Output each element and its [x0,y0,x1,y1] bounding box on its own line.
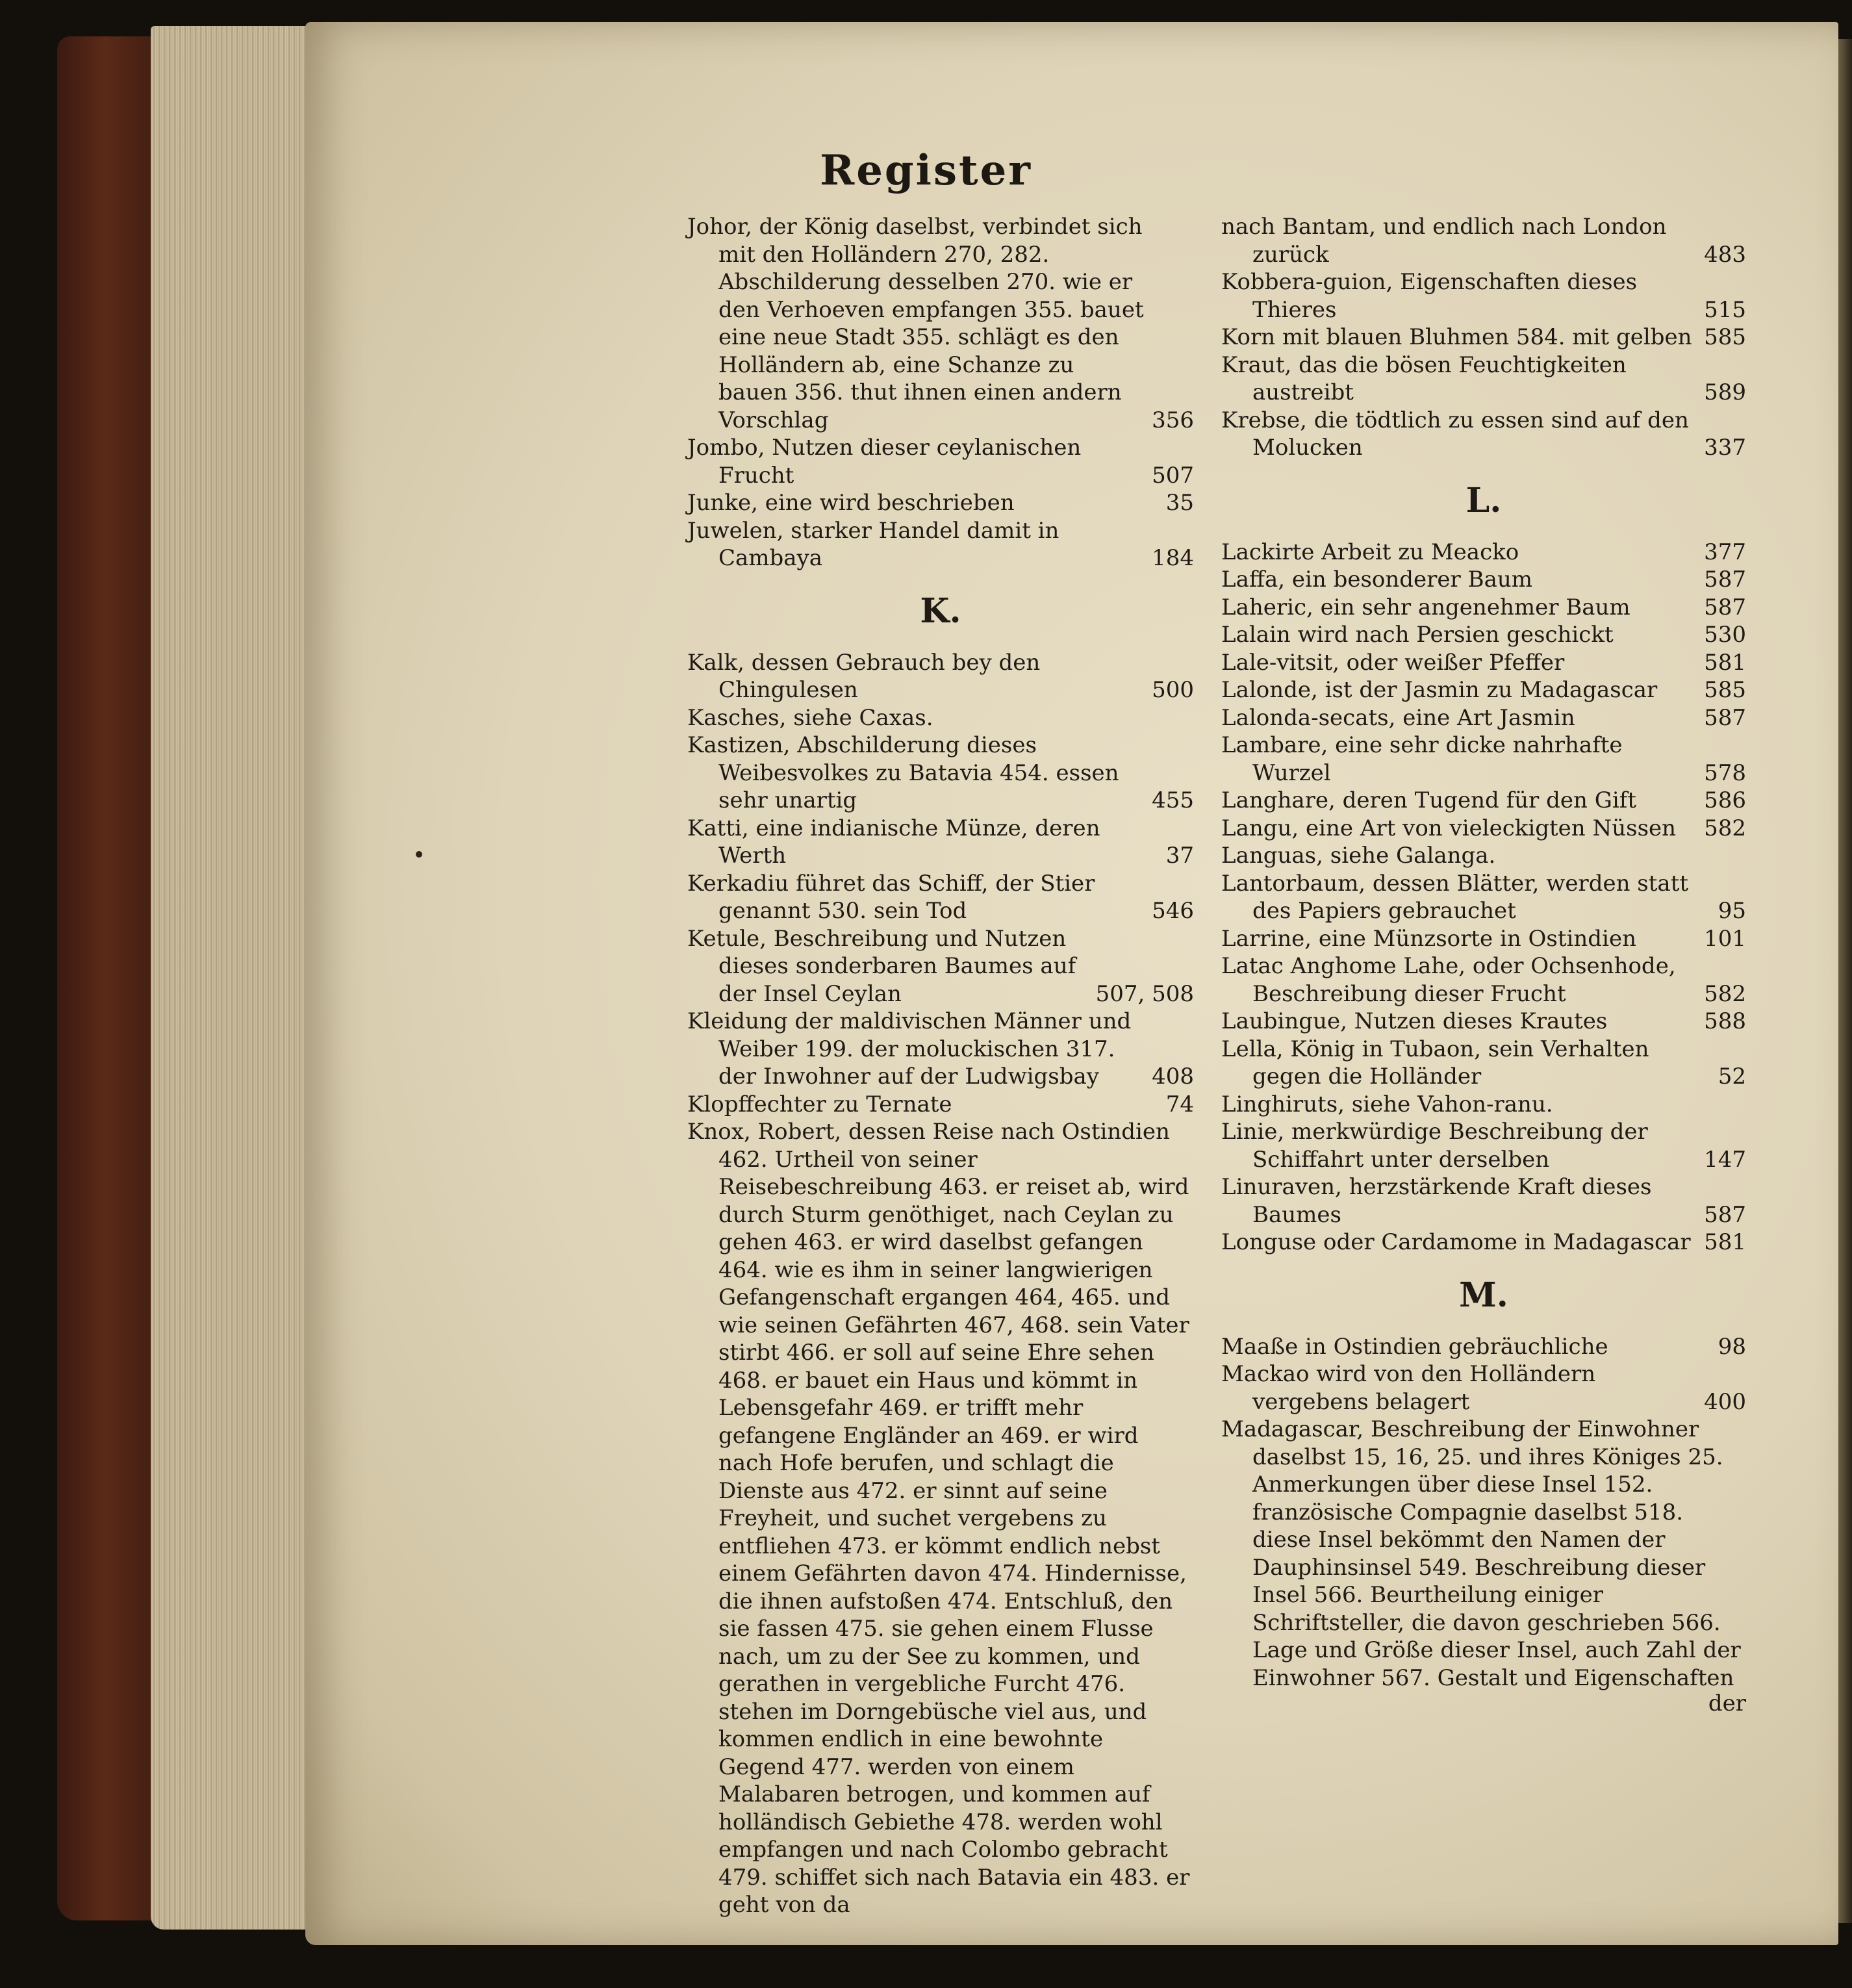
index-entry [687,1008,1194,1091]
index-entry [687,489,1194,517]
entry-text: Linghiruts, siehe Vahon-ranu. [1221,1091,1553,1117]
page-number: 582 [1704,815,1746,841]
index-entry [687,815,1194,870]
entry-text: Lalonde, ist der Jasmin zu Madagascar [1221,677,1658,703]
page-number: 530 [1704,622,1746,648]
entry-text: Lantorbaum, dessen Blätter, werden statt des Papiers gebrauchet [1221,870,1689,924]
entry-text: Jombo, Nutzen dieser ceylanischen Frucht [687,435,1082,489]
index-entry [1221,1229,1746,1256]
page-number: 588 [1704,1008,1746,1034]
entry-text: Linie, merkwürdige Beschreibung der Schiffahrt unter derselben [1221,1119,1648,1173]
index-entry [1221,268,1746,324]
index-entry [1221,1036,1746,1091]
entry-text: Krebse, die tödtlich zu essen sind auf den Molucken [1221,407,1689,461]
index-entry [687,434,1194,489]
index-entry [1221,594,1746,622]
entry-text: Lalonda-secats, eine Art Jasmin [1221,704,1575,731]
entry-text: Knox, Robert, dessen Reise nach Ostindien 462. Urtheil von seiner Reisebeschreibung 463. er reiset ab, wird durch Sturm genöthiget, nach Ceylan zu gehen 463. er wird daselbst gefangen 464. wie es ihm in seiner langwierigen Gefangenschaft ergangen 464, 465. und wie seinen Gefährten 467, 468. sein Vater stirbt 466. er soll auf seine Ehre sehen 468. er bauet ein Haus und kömmt in Lebensgefahr 469. er trifft mehr gefangene Engländer an 469. er wird nach Hofe berufen, und schlagt die Dienste aus 472. er sinnt auf seine Freyheit, und suchet vergebens zu entfliehen 473. er kömmt endlich nebst einem Gefährten davon 474. Hindernisse, die ihnen aufstoßen 474. Entschluß, den sie fassen 475. sie gehen einem Flusse nach, um zu der See zu kommen, und gerathen in vergebliche Furcht 476. stehen im Dorngebüsche viel aus, und kommen endlich in eine bewohnte Gegend 477. werden von einem Malabaren betrogen, und kommen auf holländisch Gebiethe 478. werden wohl empfangen und nach Colombo gebracht 479. schiffet sich nach Batavia ein 483. er geht von da [687,1119,1190,1918]
entry-text: Languas, siehe Galanga. [1221,843,1496,869]
page-number: 101 [1704,925,1746,952]
entry-text: Lambare, eine sehr dicke nahrhafte Wurzel [1221,732,1623,786]
entry-text: Korn mit blauen Bluhmen 584. mit gelben [1221,324,1692,350]
page-number: 587 [1704,594,1746,620]
entry-text: Katti, eine indianische Münze, deren Werth [687,815,1100,869]
entry-text: Langu, eine Art von vieleckigten Nüssen [1221,815,1677,841]
index-entry [1221,815,1746,843]
index-entry [687,732,1194,815]
entry-text: Longuse oder Cardamome in Madagascar [1221,1229,1691,1255]
page-number: 35 [1165,490,1194,516]
page-number: 546 [1152,898,1194,924]
index-entry [1221,1416,1746,1692]
index-entry [1221,925,1746,953]
entry-text: Maaße in Ostindien gebräuchliche [1221,1333,1608,1360]
entry-text: nach Bantam, und endlich nach London zurück [1221,214,1667,268]
index-entry [1221,1008,1746,1036]
entry-text: Linuraven, herzstärkende Kraft dieses Baumes [1221,1174,1652,1228]
index-entry [1221,870,1746,925]
index-entry [687,704,1194,732]
entry-text: Klopffechter zu Ternate [687,1091,952,1117]
index-entry [1221,1173,1746,1229]
page-number: 356 [1152,407,1194,433]
ink-spot [416,851,422,858]
page-number: 483 [1704,241,1746,268]
page-number: 337 [1704,435,1746,461]
page-number: 52 [1718,1064,1746,1090]
entry-text: Kobbera-guion, Eigenschaften dieses Thieres [1221,269,1638,323]
page-number: 586 [1704,787,1746,813]
entry-text: Latac Anghome Lahe, oder Ochsenhode, Beschreibung dieser Frucht [1221,953,1676,1007]
page-number: 507 [1152,462,1194,489]
section-letter: L. [1465,480,1502,520]
entry-text: Kasches, siehe Caxas. [687,704,933,731]
page-number: 37 [1165,843,1194,869]
index-entry [1221,787,1746,815]
entry-text: Laffa, ein besonderer Baum [1221,567,1533,593]
right-index-column [1221,213,1746,1715]
index-entry [1221,1333,1746,1361]
entry-text: Kalk, dessen Gebrauch bey den Chingulesen [687,649,1041,703]
page-number: 581 [1704,1229,1746,1255]
page-number: 585 [1704,324,1746,350]
index-entry [687,517,1194,572]
index-entry [1221,213,1746,268]
index-entry [687,213,1194,434]
entry-text: Laubingue, Nutzen dieses Krautes [1221,1008,1608,1034]
left-index-column [687,213,1194,1919]
entry-text: Johor, der König daselbst, verbindet sich mit den Holländern 270, 282. Abschilderung desselben 270. wie er den Verhoeven empfangen 355. bauet eine neue Stadt 355. schlägt es den Holländern ab, eine Schanze zu bauen 356. thut ihnen einen andern Vorschlag [687,214,1144,433]
entry-text: Laheric, ein sehr angenehmer Baum [1221,594,1630,620]
page-number: 74 [1165,1091,1194,1117]
index-entry [1221,649,1746,677]
entry-text: Mackao wird von den Holländern vergebens belagert [1221,1361,1596,1415]
index-entry [1221,676,1746,704]
page-number: 377 [1704,539,1746,565]
page-number: 98 [1718,1333,1746,1360]
index-entry [687,1091,1194,1119]
index-entry [1221,621,1746,649]
page-number: 578 [1704,759,1746,786]
page-number: 515 [1704,296,1746,323]
page-number: 400 [1704,1388,1746,1415]
page-number: 587 [1704,567,1746,593]
index-entry [687,925,1194,1008]
page-number: 408 [1152,1064,1194,1090]
page-number: 500 [1152,677,1194,703]
index-entry [1221,1118,1746,1173]
index-entry [1221,732,1746,787]
index-entry [1221,539,1746,567]
page-number: 184 [1152,545,1194,571]
entry-text: Kerkadiu führet das Schiff, der Stier genannt 530. sein Tod [687,870,1095,924]
entry-text: Kastizen, Abschilderung dieses Weibesvolkes zu Batavia 454. essen sehr unartig [687,732,1119,813]
index-entry [1221,351,1746,407]
page-number: 582 [1704,980,1746,1007]
page-number: 587 [1704,1201,1746,1228]
index-entry [1221,704,1746,732]
index-entry [687,870,1194,925]
page-number: 455 [1152,787,1194,813]
page-number: 587 [1704,704,1746,731]
index-entry [1221,324,1746,351]
entry-text: Larrine, eine Münzsorte in Ostindien [1221,925,1636,952]
page-number: 581 [1704,649,1746,676]
index-entry [1221,1091,1746,1119]
page-header: Register [820,146,1032,195]
page-number: 507, 508 [1095,980,1194,1007]
entry-text: Juwelen, starker Handel damit in Cambaya [687,517,1059,571]
index-entry [1221,1360,1746,1416]
index-entry [1221,407,1746,462]
entry-text: Kleidung der maldivischen Männer und Weiber 199. der moluckischen 317. der Inwohner auf der Ludwigsbay [687,1008,1132,1090]
page-number: 147 [1704,1146,1746,1173]
page-edges [151,26,326,1930]
page-number: 589 [1704,379,1746,405]
entry-text: Kraut, das die bösen Feuchtigkeiten austreibt [1221,351,1627,405]
index-entry [687,1118,1194,1919]
index-entry [1221,842,1746,870]
index-entry [687,649,1194,704]
index-entry [1221,952,1746,1008]
entry-text: Lackirte Arbeit zu Meacko [1221,539,1519,565]
entry-text: Lale-vitsit, oder weißer Pfeffer [1221,649,1565,676]
entry-text: Ketule, Beschreibung und Nutzen dieses sonderbaren Baumes auf der Insel Ceylan [687,925,1076,1007]
entry-text: Junke, eine wird beschrieben [687,490,1015,516]
entry-text: Lella, König in Tubaon, sein Verhalten gegen die Holländer [1221,1036,1649,1090]
section-letter: K. [920,591,961,631]
page-number: 95 [1718,898,1746,924]
entry-text: Madagascar, Beschreibung der Einwohner daselbst 15, 16, 25. und ihres Königes 25. Anmerkungen über diese Insel 152. französische Compagnie daselbst 518. diese Insel bekömmt den Namen der Dauphinsinsel 549. Beschreibung dieser Insel 566. Beurtheilung einiger Schriftsteller, die davon geschrieben 566. Lage und Größe dieser Insel, auch Zahl der Einwohner 567. Gestalt und Eigenschaften [1221,1416,1741,1691]
catchword: der [1708,1690,1746,1716]
entry-text: Langhare, deren Tugend für den Gift [1221,787,1636,813]
index-entry [1221,566,1746,594]
page-number: 585 [1704,677,1746,703]
entry-text: Lalain wird nach Persien geschickt [1221,622,1614,648]
section-letter: M. [1459,1275,1508,1315]
